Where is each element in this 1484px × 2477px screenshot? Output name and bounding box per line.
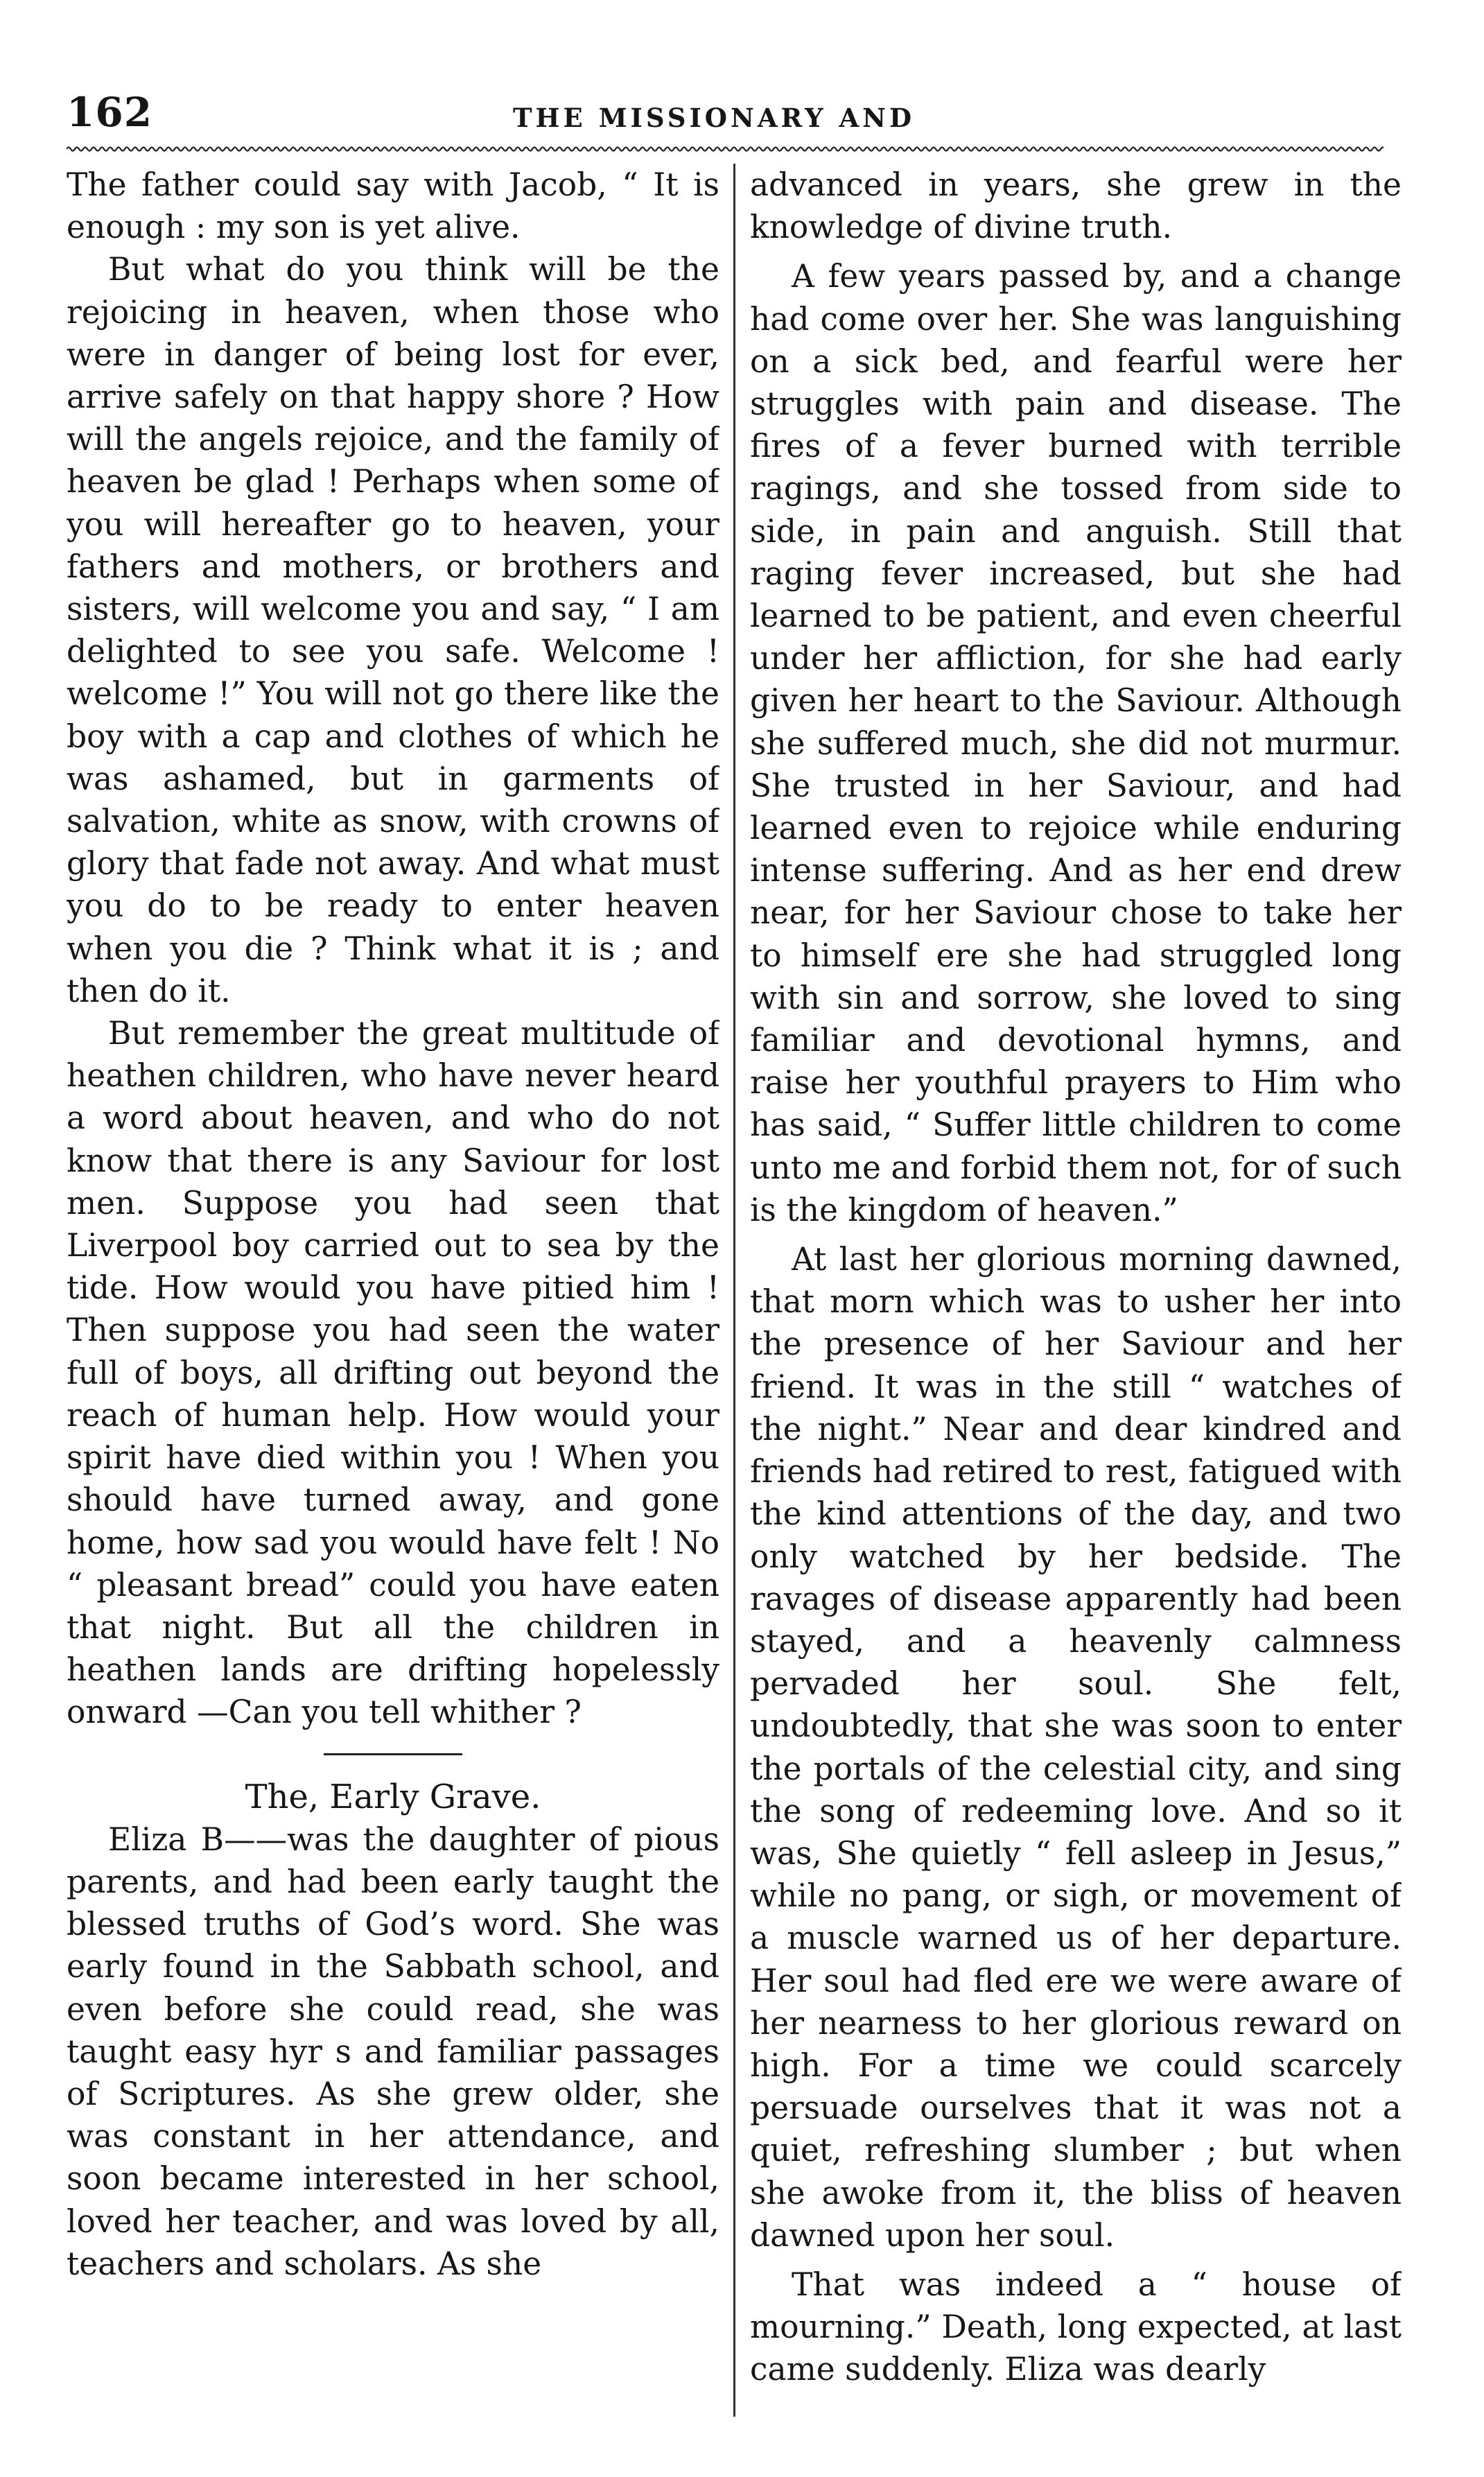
running-head: THE MISSIONARY AND [513, 103, 916, 133]
left-column [67, 164, 719, 2417]
paragraph: A few years passed by, and a change had come over her. She was languishing on a sick bed, and fearful were her struggles with pain and disease. The fires of a fever burned with terrible ragings, and she tossed from side to side, in pain and anguish. Still that raging fever increased, but she had learned to be patient, and even cheerful under her affliction, for she had early given her heart to the Saviour. Although she suffered much, she did not murmur. She trusted in her Saviour, and had learned even to rejoice while enduring intense suffering. And as her end drew near, for her Saviour chose to take her to himself ere she had struggled long with sin and sorrow, she loved to sing familiar and devotional hymns, and raise her youthful prayers to Him who has said, “ Suffer little children to come unto me and forbid them not, for of such is the kingdom of heaven.” [750, 258, 1402, 1228]
column-divider [733, 164, 735, 2417]
paragraph: But remember the great multitude of heathen children, who have never heard a word about heaven, and who do not know that there is any Saviour for lost men. Suppose you had seen that Liverpool boy carried out to sea by the tide. How would you have pitied him ! Then suppose you had seen the water full of boys, all drifting out beyond the reach of human help. How would your spirit have died within you ! When you should have turned away, and gone home, how sad you would have felt ! No “ pleasant bread” could you have eaten that night. But all the children in heathen lands are drifting hopelessly onward —Can you tell whither ? [67, 1015, 719, 1731]
paragraph: At last her glorious morning dawned, that morn which was to usher her into the presence of her Saviour and her friend. It was in the still “ watches of the night.” Near and dear kindred and friends had retired to rest, fatigued with the kind attentions of the day, and two only watched by her bedside. The ravages of disease apparently had been stayed, and a heavenly calmness pervaded her soul. She felt, undoubtedly, that she was soon to enter the portals of the celestial city, and sing the song of redeeming love. And so it was, She quietly “ fell asleep in Jesus,” while no pang, or sigh, or movement of a muscle warned us of her departure. Her soul had fled ere we were aware of her nearness to her glorious reward on high. For a time we could scarcely persuade ourselves that it was not a quiet, refreshing slumber ; but when she awoke from it, the bliss of heaven dawned upon her soul. [750, 1241, 1402, 2254]
right-column [750, 164, 1402, 2417]
header-wavy-rule [67, 144, 1383, 154]
page-number: 162 [67, 89, 153, 136]
section-separator [324, 1753, 462, 1755]
paragraph: advanced in years, she grew in the knowledge of divine truth. [750, 166, 1402, 246]
paragraph: That was indeed a “ house of mourning.” Death, long expected, at last came suddenly. Eliza was dearly [750, 2266, 1402, 2388]
section-title: The, Early Grave. [245, 1777, 541, 1816]
paragraph: But what do you think will be the rejoicing in heaven, when those who were in danger of being lost for ever, arrive safely on that happy shore ? How will the angels rejoice, and the family of heaven be glad ! Perhaps when some of you will hereafter go to heaven, your fathers and mothers, or brothers and sisters, will welcome you and say, “ I am delighted to see you safe. Welcome ! welcome !” You will not go there like the boy with a cap and clothes of which he was ashamed, but in garments of salvation, white as snow, with crowns of glory that fade not away. And what must you do to be ready to enter heaven when you die ? Think what it is ; and then do it. [67, 251, 719, 1009]
paragraph: The father could say with Jacob, “ It is enough : my son is yet alive. [67, 166, 719, 246]
paragraph: Eliza B——was the daughter of pious parents, and had been early taught the blessed truths of God’s word. She was early found in the Sabbath school, and even before she could read, she was taught easy hyr s and familiar passages of Scriptures. As she grew older, she was constant in her attendance, and soon became interested in her school, loved her teacher, and was loved by all, teachers and scholars. As she [67, 1820, 719, 2282]
